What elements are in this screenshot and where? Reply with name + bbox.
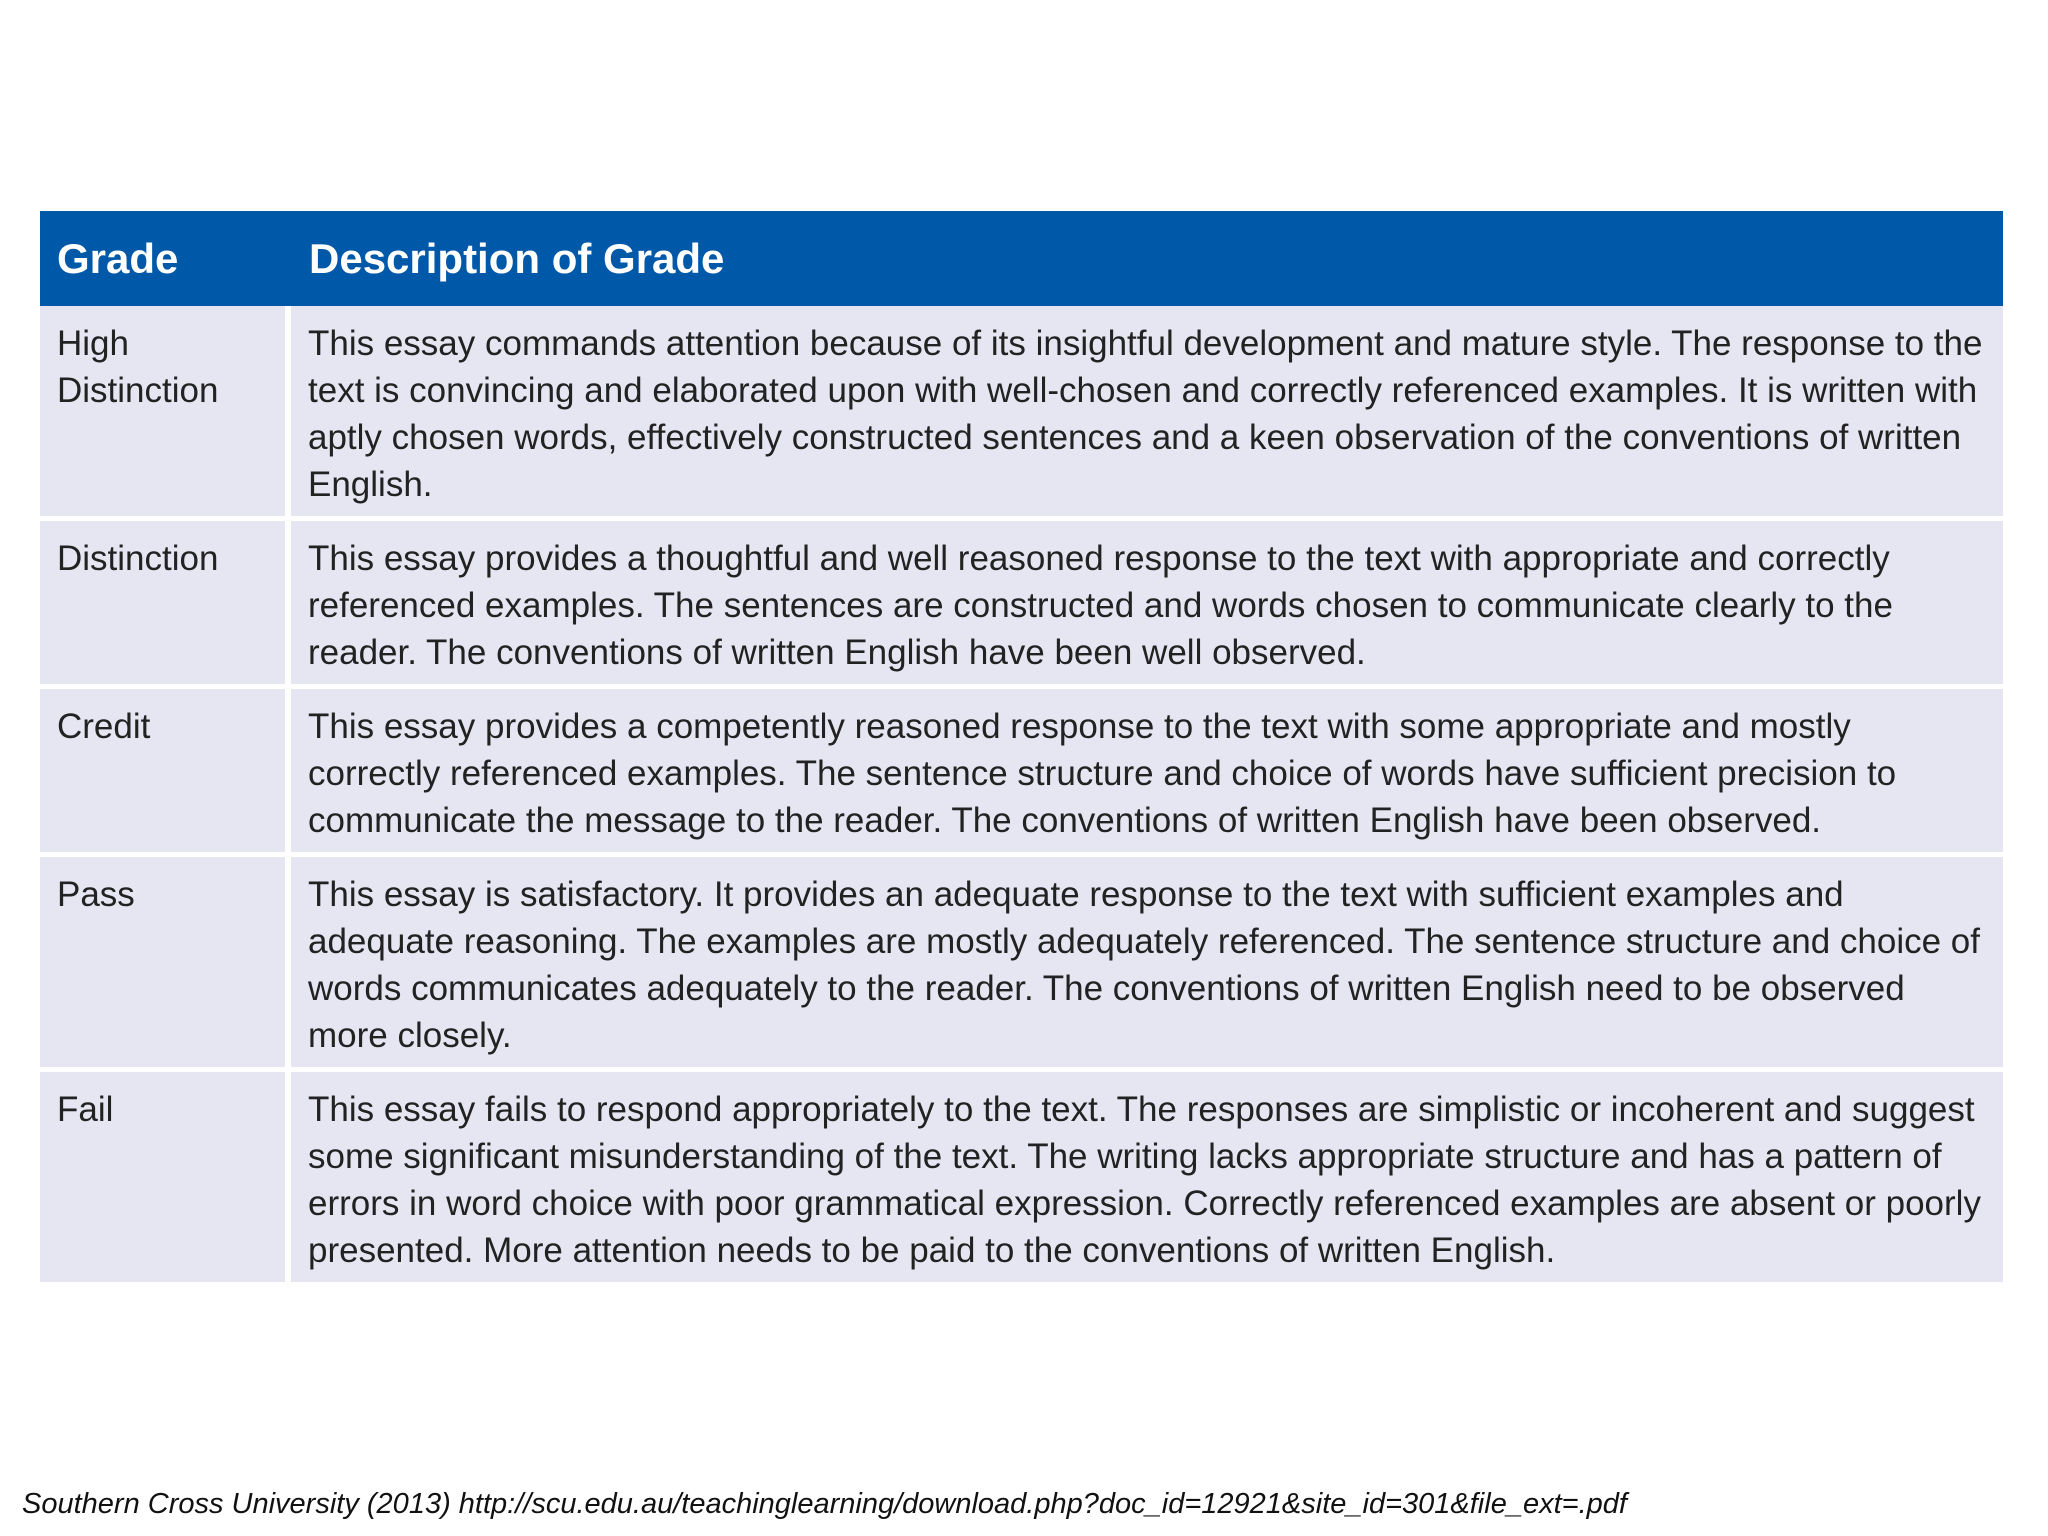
- table-row: [40, 855, 2003, 1070]
- table-row: [40, 519, 2003, 687]
- grade-column-header: Grade: [40, 211, 288, 306]
- grade-cell: High Distinction: [40, 306, 288, 519]
- description-cell: This essay provides a competently reasoned response to the text with some appropriate and mostly correctly referenced examples. The sentence structure and choice of words have sufficient precision to communicate the message to the reader. The conventions of written English have been observed.: [288, 687, 2003, 855]
- description-column-header: Description of Grade: [288, 211, 2003, 306]
- grade-cell: Fail: [40, 1070, 288, 1283]
- source-citation: Southern Cross University (2013) http://scu.edu.au/teachinglearning/download.php?doc_id=12921&site_id=301&file_ext=.pdf: [22, 1488, 1627, 1520]
- grade-cell: Credit: [40, 687, 288, 855]
- table-row: [40, 1070, 2003, 1283]
- description-cell: This essay provides a thoughtful and well reasoned response to the text with appropriate and correctly referenced examples. The sentences are constructed and words chosen to communicate clearly to the reader. The conventions of written English have been well observed.: [288, 519, 2003, 687]
- grade-cell: Distinction: [40, 519, 288, 687]
- description-cell: This essay fails to respond appropriately to the text. The responses are simplistic or incoherent and suggest some significant misunderstanding of the text. The writing lacks appropriate structure and has a pattern of errors in word choice with poor grammatical expression. Correctly referenced examples are absent or poorly presented. More attention needs to be paid to the conventions of written English.: [288, 1070, 2003, 1283]
- grade-description-table: [40, 211, 2003, 1282]
- description-cell: This essay is satisfactory. It provides an adequate response to the text with sufficient examples and adequate reasoning. The examples are mostly adequately referenced. The sentence structure and choice of words communicates adequately to the reader. The conventions of written English need to be observed more closely.: [288, 855, 2003, 1070]
- table-header-row: [40, 211, 2003, 306]
- description-cell: This essay commands attention because of its insightful development and mature style. The response to the text is convincing and elaborated upon with well-chosen and correctly referenced examples. It is written with aptly chosen words, effectively constructed sentences and a keen observation of the conventions of written English.: [288, 306, 2003, 519]
- table-row: [40, 306, 2003, 519]
- grade-cell: Pass: [40, 855, 288, 1070]
- table-row: [40, 687, 2003, 855]
